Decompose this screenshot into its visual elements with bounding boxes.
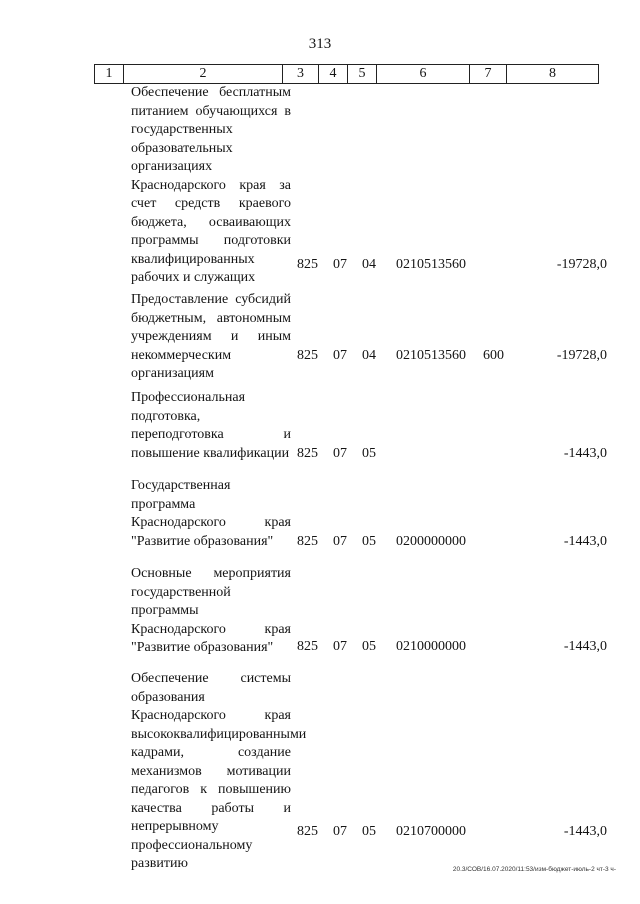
row-description: Основные мероприятия государственной программы Краснодарского края "Развитие образования" (131, 566, 291, 655)
cell-subsection: 04 (362, 257, 376, 272)
cell-ministry: 825 (297, 639, 318, 654)
header-col-4: 4 (319, 65, 348, 84)
cell-subsection: 04 (362, 348, 376, 363)
cell-section: 07 (333, 534, 347, 549)
row-description: Предоставление субсидий бюджетным, автономным учреждениям и иным некоммерческим организациям (131, 292, 291, 381)
row-description: Обеспечение бесплатным питанием обучающихся в государственных образовательных организациях Краснодарского края за счет средств краевого бюджета, осваивающих программы подготовки квалифицированных рабочих и служащих (131, 85, 291, 285)
cell-target-article: 0210000000 (396, 639, 466, 654)
cell-ministry: 825 (297, 348, 318, 363)
cell-target-article: 0200000000 (396, 534, 466, 549)
cell-amount: -19728,0 (556, 257, 607, 272)
cell-section: 07 (333, 348, 347, 363)
page-number: 313 (308, 36, 332, 52)
cell-expense-type: 600 (483, 348, 504, 363)
table-row (0, 84, 640, 285)
cell-amount: -19728,0 (556, 348, 607, 363)
row-description: Государственная программа Краснодарского края "Развитие образования" (131, 478, 291, 549)
cell-section: 07 (333, 639, 347, 654)
cell-ministry: 825 (297, 257, 318, 272)
header-col-5: 5 (348, 65, 377, 84)
header-col-3: 3 (283, 65, 319, 84)
cell-section: 07 (333, 446, 347, 461)
cell-amount: -1443,0 (563, 534, 607, 549)
document-footer: 20.3/СОВ/16.07.2020/11:53/изм-бюджет-июль-2 чт-3 ч- (452, 866, 616, 873)
cell-section: 07 (333, 824, 347, 839)
cell-subsection: 05 (362, 446, 376, 461)
cell-subsection: 05 (362, 534, 376, 549)
table-row (0, 565, 640, 659)
header-col-1: 1 (95, 65, 124, 84)
cell-amount: -1443,0 (563, 446, 607, 461)
table-row (0, 389, 640, 465)
table-row (0, 291, 640, 381)
cell-amount: -1443,0 (563, 639, 607, 654)
cell-ministry: 825 (297, 446, 318, 461)
cell-section: 07 (333, 257, 347, 272)
row-description: Профессиональная подготовка, переподготовка и повышение квалификации (131, 390, 291, 461)
header-col-7: 7 (470, 65, 507, 84)
cell-target-article: 0210513560 (396, 348, 466, 363)
cell-subsection: 05 (362, 639, 376, 654)
header-col-2: 2 (124, 65, 283, 84)
table-row (0, 477, 640, 553)
table-header (94, 64, 599, 84)
cell-ministry: 825 (297, 824, 318, 839)
cell-subsection: 05 (362, 824, 376, 839)
cell-ministry: 825 (297, 534, 318, 549)
row-description: Обеспечение системы образования Краснодарского края высококвалифицированными кадрами, создание механизмов мотивации педагогов к повышению качества работы и непрерывному профессиональному развитию (131, 671, 307, 871)
header-col-8: 8 (507, 65, 599, 84)
cell-amount: -1443,0 (563, 824, 607, 839)
cell-target-article: 0210700000 (396, 824, 466, 839)
header-col-6: 6 (377, 65, 470, 84)
cell-target-article: 0210513560 (396, 257, 466, 272)
